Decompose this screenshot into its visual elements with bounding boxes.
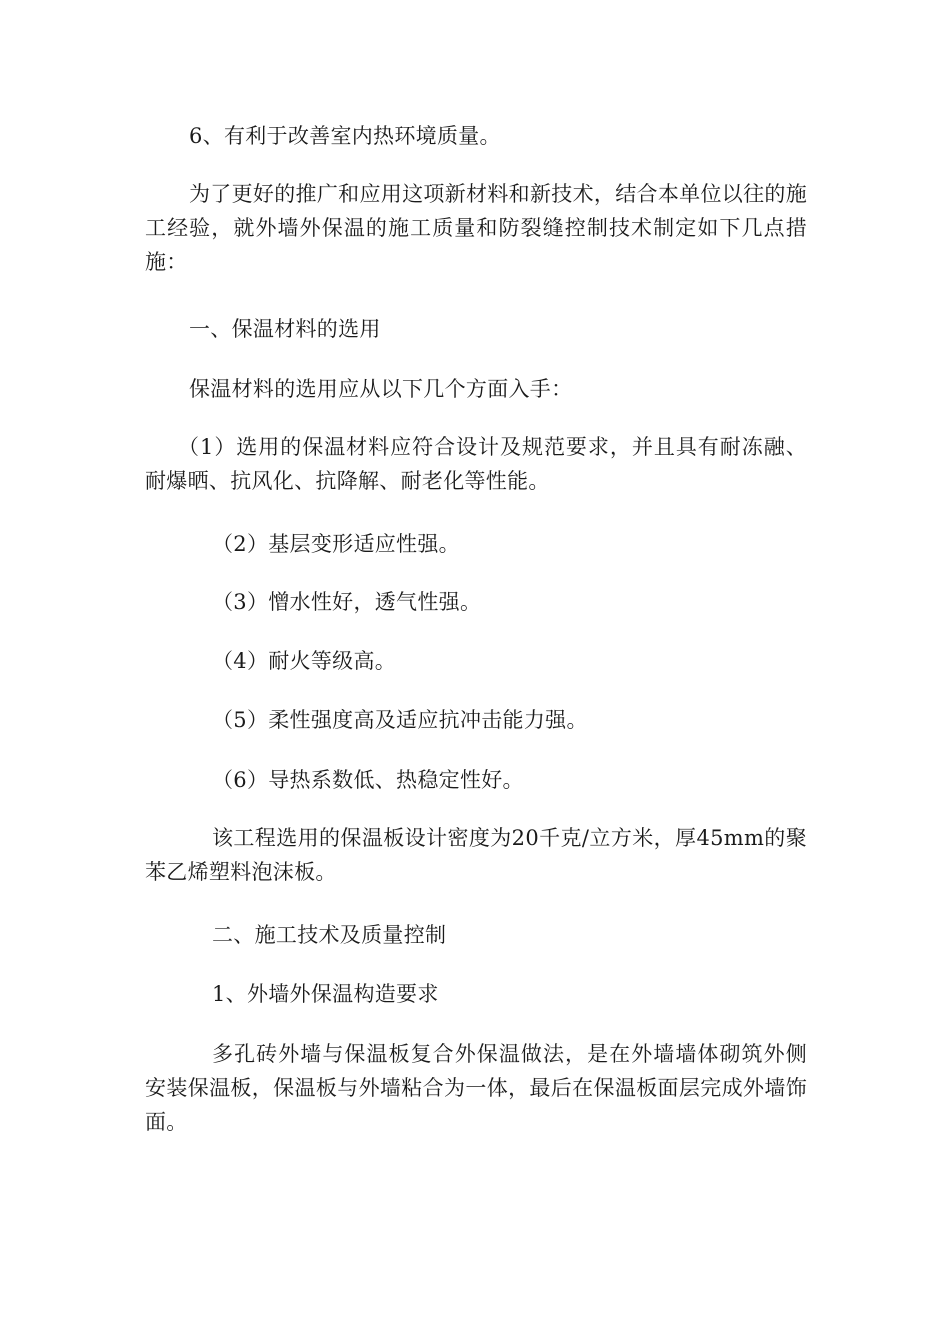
list-item-6: （6）导热系数低、热稳定性好。 [212, 768, 524, 792]
paragraph-board-spec: 该工程选用的保温板设计密度为20千克/立方米，厚45mm的聚苯乙烯塑料泡沫板。 [145, 826, 807, 884]
section-heading-construction-quality: 二、施工技术及质量控制 [212, 923, 447, 947]
paragraph-intro-measures: 为了更好的推广和应用这项新材料和新技术，结合本单位以往的施工经验，就外墙外保温的施工质量和防裂缝控制技术制定如下几点措施： [145, 182, 807, 274]
list-item-5: （5）柔性强度高及适应抗冲击能力强。 [212, 708, 588, 732]
list-item-1: （1）选用的保温材料应符合设计及规范要求，并且具有耐冻融、耐爆晒、抗风化、抗降解、耐老化等性能。 [145, 435, 807, 493]
paragraph-selection-aspects: 保温材料的选用应从以下几个方面入手： [189, 377, 573, 401]
list-item-3: （3）憎水性好，透气性强。 [212, 590, 482, 614]
list-item-4: （4）耐火等级高。 [212, 649, 397, 673]
subsection-heading-structure-requirements: 1、外墙外保温构造要求 [212, 982, 439, 1006]
paragraph-composite-method: 多孔砖外墙与保温板复合外保温做法，是在外墙墙体砌筑外侧安装保温板，保温板与外墙粘合为一体，最后在保温板面层完成外墙饰面。 [145, 1042, 807, 1134]
list-item-2: （2）基层变形适应性强。 [212, 532, 460, 556]
paragraph-item-6: 6、有利于改善室内热环境质量。 [189, 124, 501, 148]
section-heading-material-selection: 一、保温材料的选用 [189, 317, 381, 341]
